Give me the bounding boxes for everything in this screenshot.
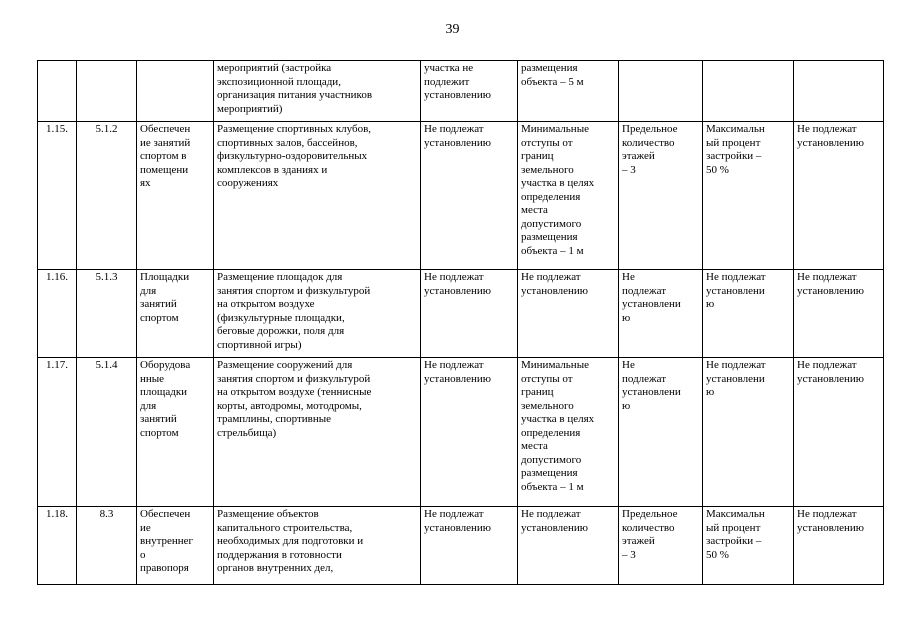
use-code: 5.1.2 (77, 122, 137, 270)
setback-cell: Минимальные отступы от границ земельного участка в целях определения места допустимого размещения объекта – 1 м (518, 122, 619, 270)
use-code (77, 61, 137, 122)
table-row (38, 61, 884, 122)
use-description: Размещение площадок для занятия спортом и физкультурой на открытом воздухе (физкультурные площадки, беговые дорожки, поля для спортивной игры) (214, 270, 421, 358)
plot-size-cell: Не подлежат установлению (421, 358, 518, 507)
row-number: 1.17. (38, 358, 77, 507)
table-row (38, 507, 884, 585)
setback-cell: размещения объекта – 5 м (518, 61, 619, 122)
coverage-cell: Не подлежат установлени ю (703, 270, 794, 358)
use-code: 5.1.3 (77, 270, 137, 358)
table-row (38, 122, 884, 270)
floors-cell: Предельное количество этажей – 3 (619, 122, 703, 270)
other-limits-cell (794, 61, 884, 122)
use-description: Размещение объектов капитального строительства, необходимых для подготовки и поддержания в готовности органов внутренних дел, (214, 507, 421, 585)
row-number: 1.18. (38, 507, 77, 585)
use-description: Размещение сооружений для занятия спортом и физкультурой на открытом воздухе (теннисные корты, автодромы, мотодромы, трамплины, спортивные стрельбища) (214, 358, 421, 507)
land-use-regulations-table (37, 60, 884, 585)
plot-size-cell: Не подлежат установлению (421, 270, 518, 358)
floors-cell: Не подлежат установлени ю (619, 358, 703, 507)
use-code: 8.3 (77, 507, 137, 585)
setback-cell: Не подлежат установлению (518, 270, 619, 358)
plot-size-cell: участка не подлежит установлению (421, 61, 518, 122)
use-code: 5.1.4 (77, 358, 137, 507)
plot-size-cell: Не подлежат установлению (421, 507, 518, 585)
row-number: 1.16. (38, 270, 77, 358)
other-limits-cell: Не подлежат установлению (794, 270, 884, 358)
other-limits-cell: Не подлежат установлению (794, 358, 884, 507)
floors-cell: Не подлежат установлени ю (619, 270, 703, 358)
other-limits-cell: Не подлежат установлению (794, 507, 884, 585)
use-name: Обеспечен ие внутреннег о правопоря (137, 507, 214, 585)
coverage-cell: Максимальн ый процент застройки – 50 % (703, 507, 794, 585)
plot-size-cell: Не подлежат установлению (421, 122, 518, 270)
row-number (38, 61, 77, 122)
floors-cell: Предельное количество этажей – 3 (619, 507, 703, 585)
use-name (137, 61, 214, 122)
floors-cell (619, 61, 703, 122)
use-name: Обеспечен ие занятий спортом в помещени ях (137, 122, 214, 270)
coverage-cell: Не подлежат установлени ю (703, 358, 794, 507)
use-name: Площадки для занятий спортом (137, 270, 214, 358)
row-number: 1.15. (38, 122, 77, 270)
coverage-cell: Максимальн ый процент застройки – 50 % (703, 122, 794, 270)
coverage-cell (703, 61, 794, 122)
table-row (38, 358, 884, 507)
table-row (38, 270, 884, 358)
page-number: 39 (445, 22, 460, 37)
setback-cell: Минимальные отступы от границ земельного участка в целях определения места допустимого размещения объекта – 1 м (518, 358, 619, 507)
use-description: Размещение спортивных клубов, спортивных залов, бассейнов, физкультурно-оздоровительных комплексов в зданиях и сооружениях (214, 122, 421, 270)
setback-cell: Не подлежат установлению (518, 507, 619, 585)
other-limits-cell: Не подлежат установлению (794, 122, 884, 270)
use-name: Оборудова нные площадки для занятий спортом (137, 358, 214, 507)
use-description: мероприятий (застройка экспозиционной площади, организация питания участников мероприятий) (214, 61, 421, 122)
